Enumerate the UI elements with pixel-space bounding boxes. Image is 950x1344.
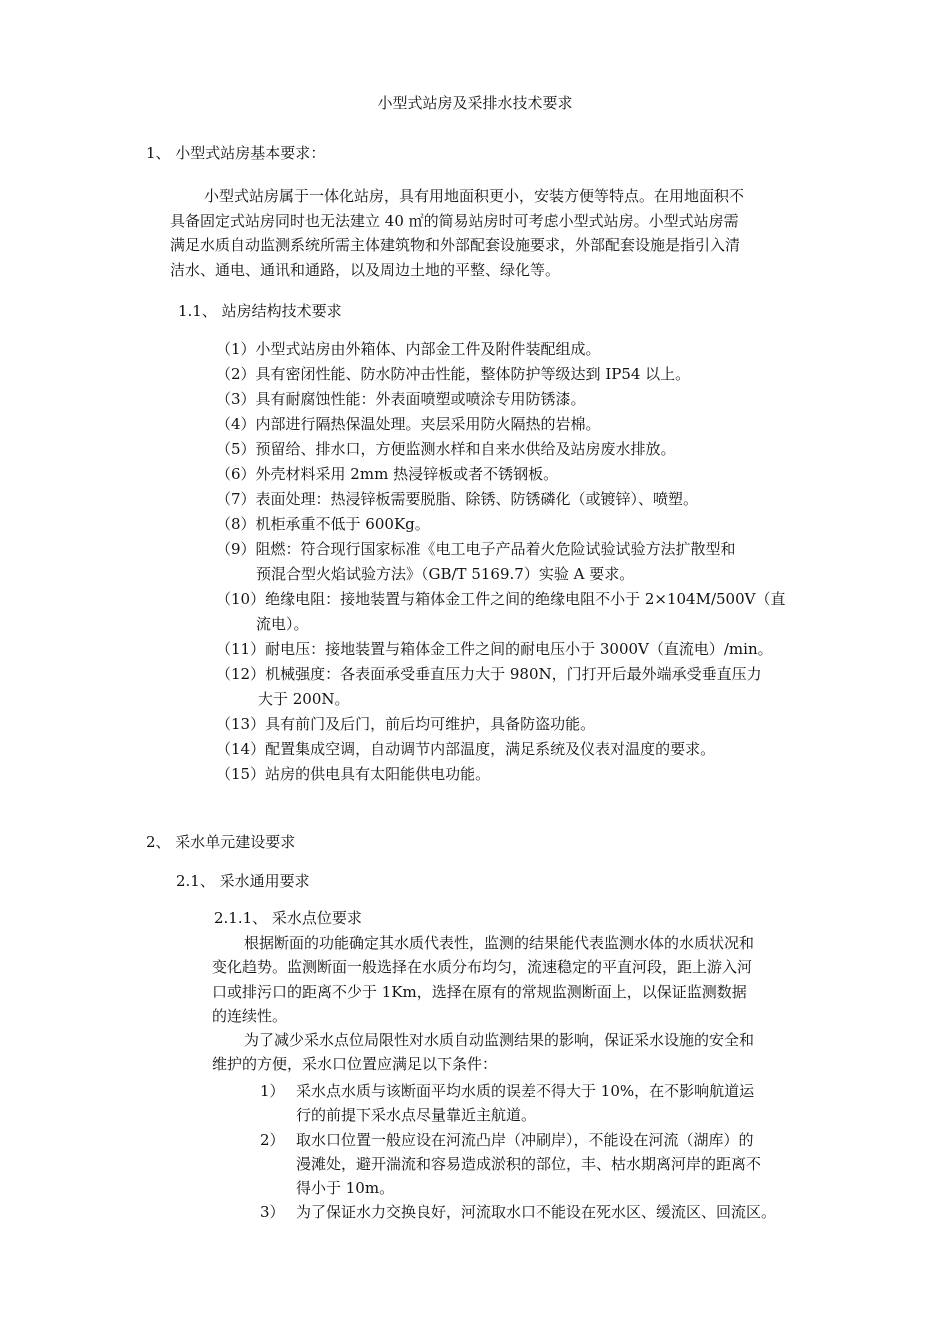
section-1-1-heading: 1.1、 站房结构技术要求 [178, 302, 342, 320]
list-text [296, 1079, 754, 1128]
structure-requirements-list [216, 337, 785, 787]
list-item: （3）具有耐腐蚀性能：外表面喷塑或喷涂专用防锈漆。 [216, 390, 586, 408]
section-2-heading: 2、 采水单元建设要求 [146, 833, 296, 851]
list-item: （13）具有前门及后门，前后均可维护，具备防盗功能。 [216, 715, 596, 733]
list-line: 漫滩处，避开湍流和容易造成淤积的部位，丰、枯水期离河岸的距离不 [296, 1154, 762, 1173]
section-1-heading: 1、 小型式站房基本要求： [146, 144, 326, 162]
paragraph-line: 根据断面的功能确定其水质代表性，监测的结果能代表监测水体的水质状况和 [244, 934, 755, 952]
list-item: （4）内部进行隔热保温处理。夹层采用防火隔热的岩棉。 [216, 415, 601, 433]
paragraph-line: 的连续性。 [212, 1006, 288, 1025]
list-text [296, 1200, 776, 1224]
list-item: （7）表面处理：热浸锌板需要脱脂、除锈、防锈磷化（或镀锌）、喷塑。 [216, 490, 699, 508]
paragraph-line: 口或排污口的距离不少于 1Km，选择在原有的常规监测断面上，以保证监测数据 [212, 982, 747, 1001]
list-item [260, 1128, 776, 1201]
section-2-1-1-body [212, 931, 754, 1077]
section-2-1-heading: 2.1、 采水通用要求 [176, 872, 310, 890]
paragraph-line: 具备固定式站房同时也无法建立 40 ㎡的简易站房时可考虑小型式站房。小型式站房需 [170, 211, 739, 230]
list-line: 为了保证水力交换良好，河流取水口不能设在死水区、缓流区、回流区。 [296, 1203, 777, 1222]
list-item: （9）阻燃：符合现行国家标准《电工电子产品着火危险试验试验方法扩散型和 [216, 540, 736, 558]
paragraph-line: 满足水质自动监测系统所需主体建筑物和外部配套设施要求，外部配套设施是指引入清 [170, 236, 741, 254]
section-1-paragraph [170, 184, 810, 282]
list-item [260, 1079, 776, 1128]
list-item-continuation: 流电）。 [256, 615, 309, 633]
list-item: （15）站房的供电具有太阳能供电功能。 [216, 765, 491, 783]
list-text [296, 1128, 761, 1201]
list-line: 得小于 10m。 [296, 1179, 395, 1198]
list-number: 1） [260, 1082, 285, 1100]
list-item: （5）预留给、排水口，方便监测水样和自来水供给及站房废水排放。 [216, 440, 676, 458]
list-line: 采水点水质与该断面平均水质的误差不得大于 10%，在不影响航道运 [296, 1082, 755, 1100]
document-title: 小型式站房及采排水技术要求 [377, 94, 573, 112]
intake-conditions-list [260, 1079, 776, 1225]
list-item: （1）小型式站房由外箱体、内部金工件及附件装配组成。 [216, 340, 601, 358]
list-item: （14）配置集成空调，自动调节内部温度，满足系统及仪表对温度的要求。 [216, 740, 716, 758]
list-item: （11）耐电压：接地装置与箱体金工件之间的耐电压小于 3000V（直流电）/min。 [216, 640, 773, 658]
list-line: 行的前提下采水点尽量靠近主航道。 [296, 1106, 537, 1125]
list-item: （12）机械强度：各表面承受垂直压力大于 980N，门打开后最外端承受垂直压力 [216, 665, 762, 683]
list-item: （2）具有密闭性能、防水防冲击性能，整体防护等级达到 IP54 以上。 [216, 365, 691, 383]
paragraph-line: 小型式站房属于一体化站房，具有用地面积更小，安装方便等特点。在用地面积不 [204, 187, 745, 205]
list-line: 取水口位置一般应设在河流凸岸（冲刷岸），不能设在河流（湖库）的 [296, 1130, 754, 1149]
paragraph-line: 变化趋势。监测断面一般选择在水质分布均匀，流速稳定的平直河段，距上游入河 [212, 958, 753, 977]
list-item: （8）机柜承重不低于 600Kg。 [216, 515, 430, 533]
section-2-1-1-heading: 2.1.1、 采水点位要求 [214, 909, 362, 927]
list-number: 2） [260, 1130, 285, 1149]
list-item [260, 1200, 776, 1224]
list-item-continuation: 预混合型火焰试验方法》（GB/T 5169.7）实验 A 要求。 [256, 565, 635, 583]
list-number: 3） [260, 1203, 285, 1222]
paragraph-line: 为了减少采水点位局限性对水质自动监测结果的影响，保证采水设施的安全和 [244, 1031, 755, 1050]
paragraph-line: 维护的方便，采水口位置应满足以下条件： [212, 1055, 498, 1074]
paragraph-line: 洁水、通电、通讯和通路，以及周边土地的平整、绿化等。 [170, 260, 561, 279]
list-item: （6）外壳材料采用 2mm 热浸锌板或者不锈钢板。 [216, 465, 559, 483]
list-item-continuation: 大于 200N。 [258, 690, 350, 708]
list-item: （10）绝缘电阻：接地装置与箱体金工件之间的绝缘电阻不小于 2×104M/500V（直 [216, 590, 786, 608]
